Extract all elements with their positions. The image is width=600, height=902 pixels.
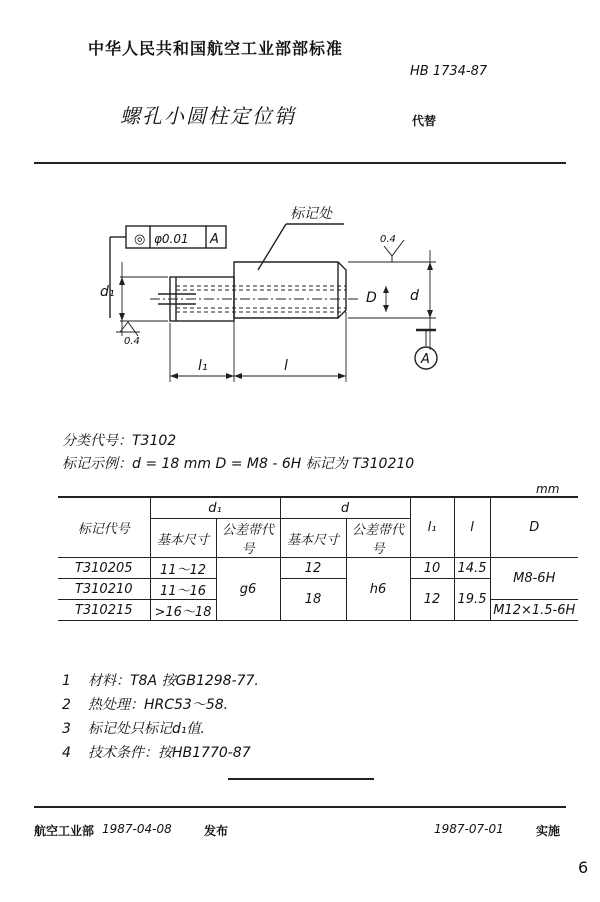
cell-D: M8-6H bbox=[490, 558, 578, 600]
concentricity-symbol-icon: ◎ bbox=[134, 232, 146, 247]
cell-l1: 12 bbox=[410, 579, 454, 621]
header-mark-code: 标记代号 bbox=[58, 497, 150, 558]
cell-code: T310205 bbox=[58, 558, 150, 579]
implementation-label: 实施 bbox=[536, 824, 561, 838]
note-item: 3 标记处只标记d₁值. bbox=[62, 721, 205, 737]
cell-d1: 11～16 bbox=[150, 579, 216, 600]
header-d: d bbox=[280, 497, 410, 519]
issuer: 航空工业部 bbox=[34, 824, 95, 838]
roughness-top: 0.4 bbox=[380, 234, 396, 245]
cell-l: 19.5 bbox=[454, 579, 490, 621]
standard-code: HB 1734-87 bbox=[410, 64, 488, 79]
class-code: 分类代号：T3102 bbox=[62, 433, 177, 449]
unit-label: mm bbox=[536, 482, 560, 496]
header-d1-tol: 公差带代号 bbox=[216, 519, 280, 558]
cell-code: T310215 bbox=[58, 600, 150, 621]
footer-rule bbox=[34, 806, 566, 808]
cell-code: T310210 bbox=[58, 579, 150, 600]
cell-D: M12×1.5-6H bbox=[490, 600, 578, 621]
issue-date: 1987-04-08 bbox=[102, 822, 172, 836]
part-drawing bbox=[0, 190, 600, 400]
note-item: 4 技术条件：按HB1770-87 bbox=[62, 745, 251, 761]
cell-l1: 10 bbox=[410, 558, 454, 579]
header-l1: l₁ bbox=[410, 497, 454, 558]
dim-D: D bbox=[366, 290, 377, 306]
marking-example: 标记示例：d = 18 mm D = M8 - 6H 标记为 T310210 bbox=[62, 456, 415, 472]
note-item: 2 热处理：HRC53～58. bbox=[62, 697, 229, 713]
roughness-left: 0.4 bbox=[124, 336, 140, 347]
cell-d: 12 bbox=[280, 558, 346, 579]
notes-end-rule bbox=[228, 778, 374, 780]
header-D: D bbox=[490, 497, 578, 558]
datum-circle-letter: A bbox=[421, 352, 430, 367]
cell-d1: >16～18 bbox=[150, 600, 216, 621]
header-d-basic: 基本尺寸 bbox=[280, 519, 346, 558]
issue-label: 发布 bbox=[204, 824, 229, 838]
header-d1-basic: 基本尺寸 bbox=[150, 519, 216, 558]
table-row bbox=[58, 558, 578, 579]
spec-table bbox=[58, 496, 578, 621]
org-title: 中华人民共和国航空工业部部标准 bbox=[88, 39, 344, 58]
header-d1: d₁ bbox=[150, 497, 280, 519]
dim-l: l bbox=[284, 358, 288, 374]
dim-d: d bbox=[410, 288, 419, 304]
tolerance-value: φ0.01 bbox=[154, 232, 189, 246]
implementation-date: 1987-07-01 bbox=[434, 822, 504, 836]
header-rule bbox=[34, 162, 566, 164]
dim-l1: l₁ bbox=[198, 358, 208, 374]
cell-d-tol: h6 bbox=[346, 558, 410, 621]
cell-l: 14.5 bbox=[454, 558, 490, 579]
page-number: 6 bbox=[578, 858, 589, 877]
mark-label: 标记处 bbox=[290, 206, 332, 222]
replaces-label: 代替 bbox=[412, 114, 437, 128]
header-d-tol: 公差带代号 bbox=[346, 519, 410, 558]
datum-letter: A bbox=[210, 232, 219, 247]
cell-d: 18 bbox=[280, 579, 346, 621]
note-item: 1 材料：T8A 按GB1298-77. bbox=[62, 673, 259, 689]
header-l: l bbox=[454, 497, 490, 558]
part-title: 螺孔小圆柱定位销 bbox=[120, 104, 296, 128]
cell-d1: 11～12 bbox=[150, 558, 216, 579]
table-header-row bbox=[58, 497, 578, 519]
cell-d1-tol: g6 bbox=[216, 558, 280, 621]
dim-d1: d₁ bbox=[100, 284, 115, 300]
